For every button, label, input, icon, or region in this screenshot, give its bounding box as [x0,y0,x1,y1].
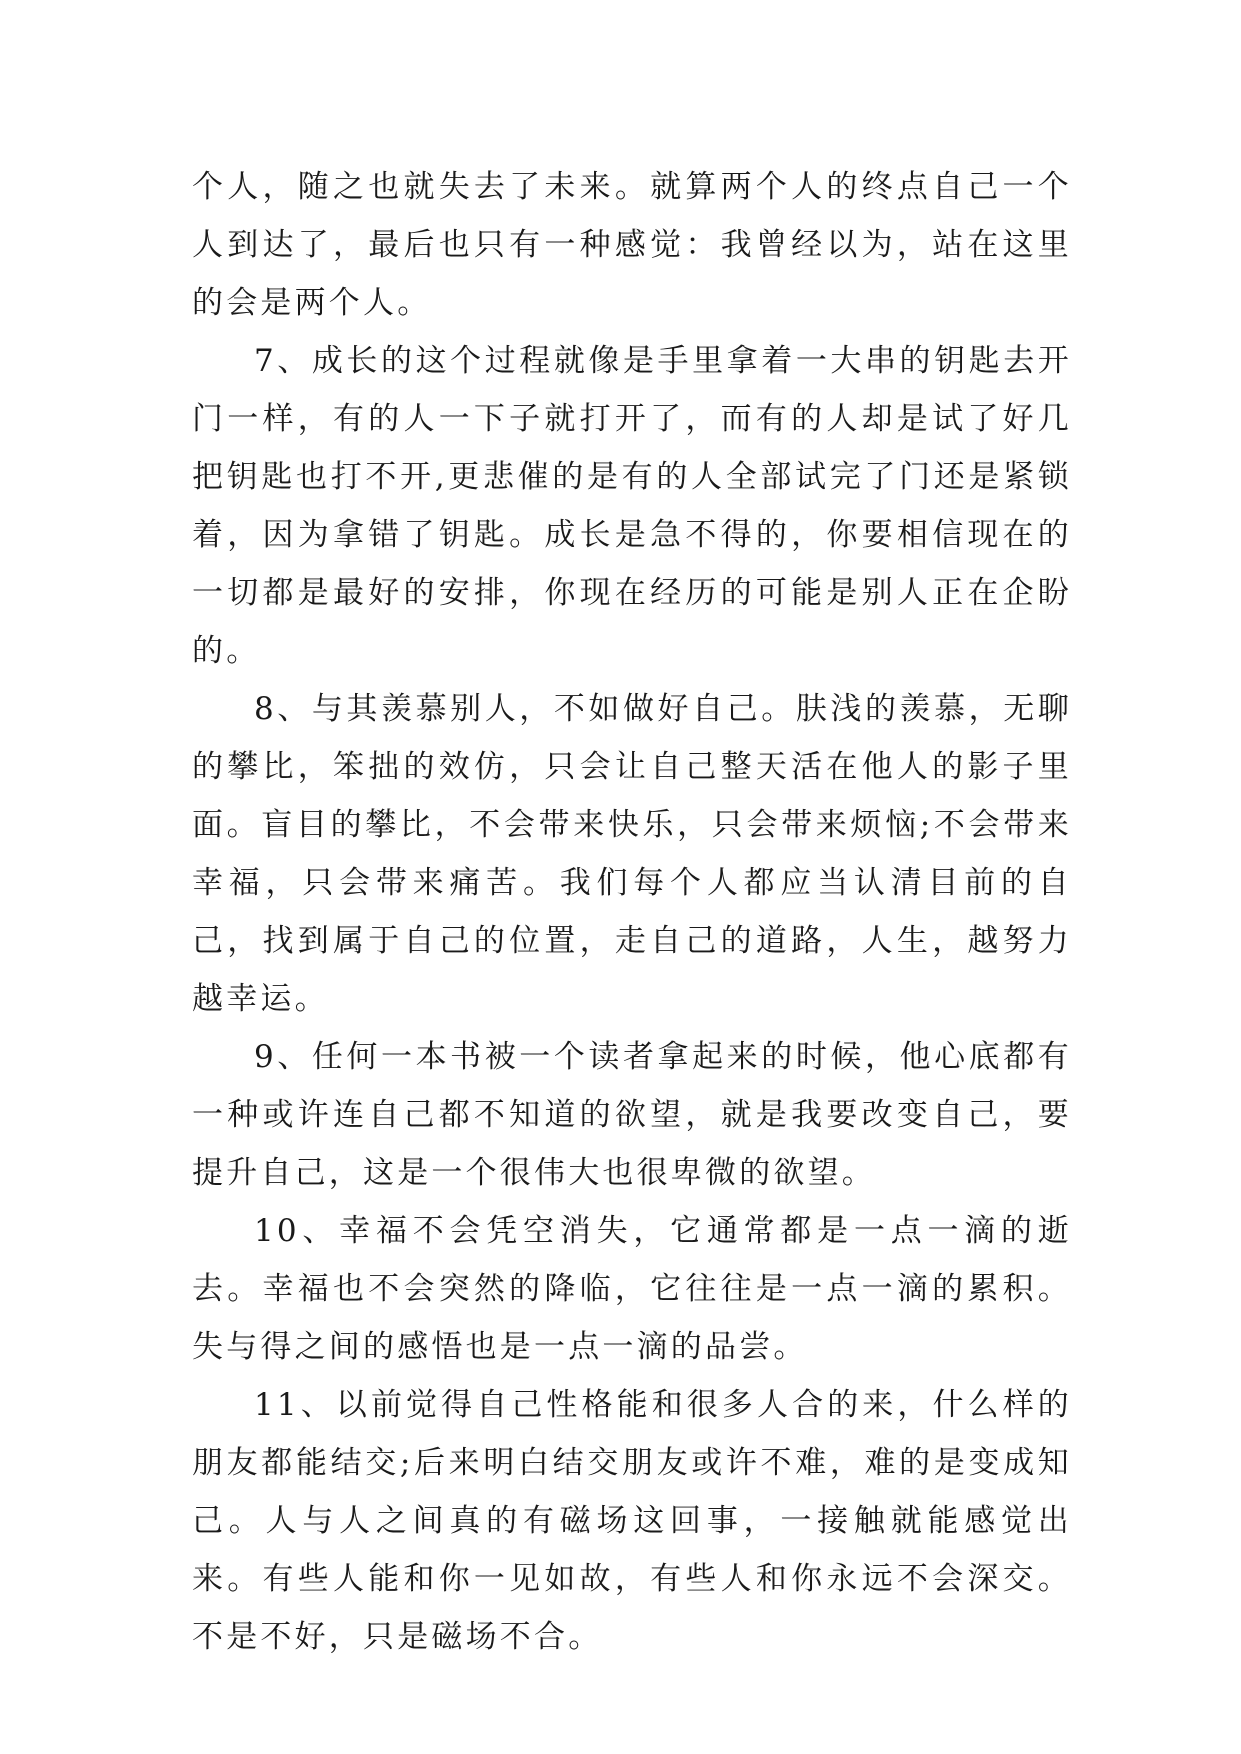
paragraph-7: 7、成长的这个过程就像是手里拿着一大串的钥匙去开门一样，有的人一下子就打开了，而有的人却是试了好几把钥匙也打不开,更悲催的是有的人全部试完了门还是紧锁着，因为拿错了钥匙。成长是急不得的，你要相信现在的一切都是最好的安排，你现在经历的可能是别人正在企盼的。 [192,343,1072,669]
paragraph-8: 8、与其羡慕别人，不如做好自己。肤浅的羡慕，无聊的攀比，笨拙的效仿，只会让自己整天活在他人的影子里面。盲目的攀比，不会带来快乐，只会带来烦恼;不会带来幸福，只会带来痛苦。我们每个人都应当认清目前的自己，找到属于自己的位置，走自己的道路，人生，越努力越幸运。 [192,691,1072,1017]
paragraph-10: 10、幸福不会凭空消失，它通常都是一点一滴的逝去。幸福也不会突然的降临，它往往是一点一滴的累积。失与得之间的感悟也是一点一滴的品尝。 [192,1213,1072,1365]
paragraph-9: 9、任何一本书被一个读者拿起来的时候，他心底都有一种或许连自己都不知道的欲望，就是我要改变自己，要提升自己，这是一个很伟大也很卑微的欲望。 [192,1039,1072,1191]
paragraph-11: 11、以前觉得自己性格能和很多人合的来，什么样的朋友都能结交;后来明白结交朋友或许不难，难的是变成知己。人与人之间真的有磁场这回事，一接触就能感觉出来。有些人能和你一见如故，有些人和你永远不会深交。不是不好，只是磁场不合。 [192,1387,1072,1655]
document-body [192,158,1072,1666]
paragraph-6-continuation: 个人，随之也就失去了未来。就算两个人的终点自己一个人到达了，最后也只有一种感觉：我曾经以为，站在这里的会是两个人。 [192,169,1072,321]
